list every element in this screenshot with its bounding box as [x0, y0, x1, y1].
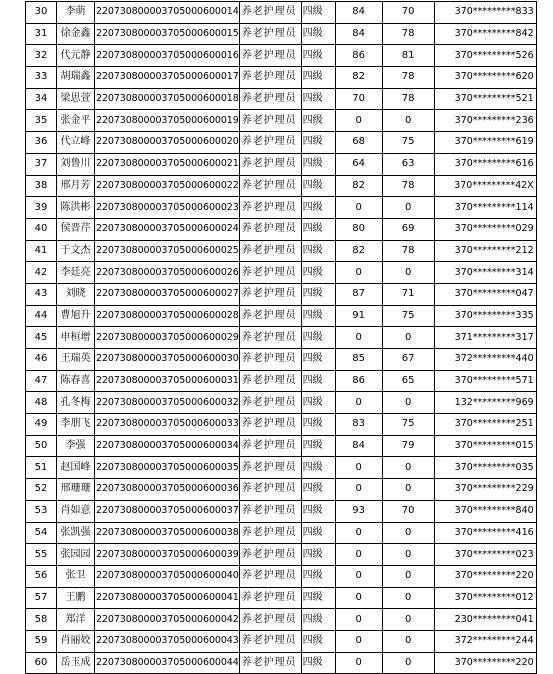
name-cell: 赵国峰: [57, 457, 95, 479]
score-2-cell: 0: [382, 652, 434, 674]
cert-number-cell: 220730800003705000600040: [95, 565, 240, 587]
row-number-cell: 56: [26, 565, 57, 587]
cert-number-cell: 220730800003705000600036: [95, 479, 240, 501]
score-2-cell: 0: [382, 544, 434, 566]
score-1-cell: 0: [335, 522, 382, 544]
table-row: [26, 2, 537, 24]
level-cell: 四级: [301, 630, 335, 652]
score-2-cell: 78: [382, 88, 434, 110]
table-row: [26, 544, 537, 566]
row-number-cell: 42: [26, 262, 57, 284]
id-card-cell: 370*********620: [434, 67, 536, 89]
table-row: [26, 88, 537, 110]
level-cell: 四级: [301, 262, 335, 284]
cert-number-cell: 220730800003705000600038: [95, 522, 240, 544]
id-card-cell: 370*********571: [434, 370, 536, 392]
cert-number-cell: 220730800003705000600027: [95, 283, 240, 305]
level-cell: 四级: [301, 305, 335, 327]
cert-number-cell: 220730800003705000600023: [95, 197, 240, 219]
id-card-cell: 370*********236: [434, 110, 536, 132]
table-row: [26, 609, 537, 631]
id-card-cell: 370*********023: [434, 544, 536, 566]
cert-number-cell: 220730800003705000600032: [95, 392, 240, 414]
id-card-cell: 370*********035: [434, 457, 536, 479]
row-number-cell: 55: [26, 544, 57, 566]
score-1-cell: 0: [335, 479, 382, 501]
score-2-cell: 0: [382, 565, 434, 587]
score-2-cell: 0: [382, 110, 434, 132]
score-1-cell: 0: [335, 565, 382, 587]
table-row: [26, 110, 537, 132]
score-1-cell: 84: [335, 435, 382, 457]
row-number-cell: 30: [26, 2, 57, 24]
score-1-cell: 0: [335, 262, 382, 284]
occupation-cell: 养老护理员: [239, 175, 301, 197]
score-2-cell: 78: [382, 67, 434, 89]
name-cell: 孔冬梅: [57, 392, 95, 414]
level-cell: 四级: [301, 457, 335, 479]
name-cell: 郑洋: [57, 609, 95, 631]
id-card-cell: 370*********114: [434, 197, 536, 219]
level-cell: 四级: [301, 132, 335, 154]
score-2-cell: 0: [382, 522, 434, 544]
name-cell: 李强: [57, 435, 95, 457]
row-number-cell: 39: [26, 197, 57, 219]
score-1-cell: 0: [335, 544, 382, 566]
row-number-cell: 43: [26, 283, 57, 305]
id-card-cell: 370*********416: [434, 522, 536, 544]
score-2-cell: 69: [382, 218, 434, 240]
table-row: [26, 522, 537, 544]
table-row: [26, 500, 537, 522]
cert-number-cell: 220730800003705000600026: [95, 262, 240, 284]
name-cell: 刘晓: [57, 283, 95, 305]
score-2-cell: 0: [382, 630, 434, 652]
score-2-cell: 79: [382, 435, 434, 457]
table-row: [26, 565, 537, 587]
name-cell: 肖如意: [57, 500, 95, 522]
row-number-cell: 49: [26, 414, 57, 436]
score-2-cell: 75: [382, 414, 434, 436]
occupation-cell: 养老护理员: [239, 67, 301, 89]
score-2-cell: 0: [382, 262, 434, 284]
level-cell: 四级: [301, 435, 335, 457]
occupation-cell: 养老护理员: [239, 88, 301, 110]
row-number-cell: 40: [26, 218, 57, 240]
id-card-cell: 370*********42X: [434, 175, 536, 197]
table-row: [26, 630, 537, 652]
id-card-cell: 370*********335: [434, 305, 536, 327]
occupation-cell: 养老护理员: [239, 652, 301, 674]
id-card-cell: 370*********029: [434, 218, 536, 240]
table-row: [26, 370, 537, 392]
occupation-cell: 养老护理员: [239, 370, 301, 392]
level-cell: 四级: [301, 414, 335, 436]
cert-number-cell: 220730800003705000600016: [95, 45, 240, 67]
score-1-cell: 0: [335, 392, 382, 414]
cert-number-cell: 220730800003705000600024: [95, 218, 240, 240]
cert-number-cell: 220730800003705000600017: [95, 67, 240, 89]
score-1-cell: 83: [335, 414, 382, 436]
cert-number-cell: 220730800003705000600022: [95, 175, 240, 197]
occupation-cell: 养老护理员: [239, 110, 301, 132]
occupation-cell: 养老护理员: [239, 197, 301, 219]
id-card-cell: 370*********015: [434, 435, 536, 457]
occupation-cell: 养老护理员: [239, 587, 301, 609]
table-row: [26, 197, 537, 219]
score-1-cell: 68: [335, 132, 382, 154]
occupation-cell: 养老护理员: [239, 240, 301, 262]
score-1-cell: 82: [335, 240, 382, 262]
cert-number-cell: 220730800003705000600042: [95, 609, 240, 631]
table-row: [26, 218, 537, 240]
row-number-cell: 36: [26, 132, 57, 154]
table-row: [26, 153, 537, 175]
level-cell: 四级: [301, 652, 335, 674]
table-row: [26, 262, 537, 284]
score-1-cell: 64: [335, 153, 382, 175]
score-1-cell: 87: [335, 283, 382, 305]
name-cell: 李朋飞: [57, 414, 95, 436]
name-cell: 肖丽姣: [57, 630, 95, 652]
id-card-cell: 370*********616: [434, 153, 536, 175]
cert-number-cell: 220730800003705000600035: [95, 457, 240, 479]
level-cell: 四级: [301, 67, 335, 89]
row-number-cell: 54: [26, 522, 57, 544]
score-1-cell: 93: [335, 500, 382, 522]
occupation-cell: 养老护理员: [239, 349, 301, 371]
id-card-cell: 370*********220: [434, 565, 536, 587]
level-cell: 四级: [301, 500, 335, 522]
name-cell: 岳玉成: [57, 652, 95, 674]
level-cell: 四级: [301, 544, 335, 566]
table-row: [26, 587, 537, 609]
table-row: [26, 479, 537, 501]
table-row: [26, 23, 537, 45]
score-2-cell: 0: [382, 457, 434, 479]
row-number-cell: 33: [26, 67, 57, 89]
table-row: [26, 67, 537, 89]
score-2-cell: 67: [382, 349, 434, 371]
level-cell: 四级: [301, 175, 335, 197]
table-row: [26, 435, 537, 457]
cert-number-cell: 220730800003705000600030: [95, 349, 240, 371]
score-1-cell: 0: [335, 110, 382, 132]
level-cell: 四级: [301, 153, 335, 175]
table-row: [26, 349, 537, 371]
row-number-cell: 50: [26, 435, 57, 457]
level-cell: 四级: [301, 283, 335, 305]
cert-number-cell: 220730800003705000600041: [95, 587, 240, 609]
cert-number-cell: 220730800003705000600044: [95, 652, 240, 674]
occupation-cell: 养老护理员: [239, 23, 301, 45]
score-1-cell: 86: [335, 370, 382, 392]
name-cell: 侯晋芹: [57, 218, 95, 240]
name-cell: 张凯强: [57, 522, 95, 544]
row-number-cell: 46: [26, 349, 57, 371]
cert-number-cell: 220730800003705000600019: [95, 110, 240, 132]
cert-number-cell: 220730800003705000600033: [95, 414, 240, 436]
id-card-cell: 370*********012: [434, 587, 536, 609]
cert-number-cell: 220730800003705000600031: [95, 370, 240, 392]
level-cell: 四级: [301, 609, 335, 631]
row-number-cell: 44: [26, 305, 57, 327]
name-cell: 于文杰: [57, 240, 95, 262]
score-2-cell: 63: [382, 153, 434, 175]
score-1-cell: 82: [335, 67, 382, 89]
occupation-cell: 养老护理员: [239, 153, 301, 175]
occupation-cell: 养老护理员: [239, 479, 301, 501]
row-number-cell: 59: [26, 630, 57, 652]
name-cell: 张卫: [57, 565, 95, 587]
name-cell: 梁思萱: [57, 88, 95, 110]
score-2-cell: 65: [382, 370, 434, 392]
name-cell: 陈洪彬: [57, 197, 95, 219]
row-number-cell: 47: [26, 370, 57, 392]
id-card-cell: 370*********212: [434, 240, 536, 262]
occupation-cell: 养老护理员: [239, 132, 301, 154]
cert-number-cell: 220730800003705000600018: [95, 88, 240, 110]
occupation-cell: 养老护理员: [239, 500, 301, 522]
occupation-cell: 养老护理员: [239, 522, 301, 544]
occupation-cell: 养老护理员: [239, 457, 301, 479]
score-2-cell: 75: [382, 132, 434, 154]
id-card-cell: 370*********619: [434, 132, 536, 154]
table-row: [26, 45, 537, 67]
id-card-cell: 132*********969: [434, 392, 536, 414]
row-number-cell: 38: [26, 175, 57, 197]
name-cell: 王瑞英: [57, 349, 95, 371]
score-2-cell: 78: [382, 23, 434, 45]
score-2-cell: 81: [382, 45, 434, 67]
table-row: [26, 457, 537, 479]
row-number-cell: 31: [26, 23, 57, 45]
cert-number-cell: 220730800003705000600025: [95, 240, 240, 262]
occupation-cell: 养老护理员: [239, 414, 301, 436]
occupation-cell: 养老护理员: [239, 435, 301, 457]
score-1-cell: 84: [335, 23, 382, 45]
id-card-cell: 370*********842: [434, 23, 536, 45]
name-cell: 申桓增: [57, 327, 95, 349]
level-cell: 四级: [301, 218, 335, 240]
id-card-cell: 371*********317: [434, 327, 536, 349]
cert-number-cell: 220730800003705000600014: [95, 2, 240, 24]
score-table: [25, 1, 537, 674]
level-cell: 四级: [301, 240, 335, 262]
id-card-cell: 370*********251: [434, 414, 536, 436]
score-1-cell: 0: [335, 609, 382, 631]
name-cell: 李萌: [57, 2, 95, 24]
name-cell: 邢月芳: [57, 175, 95, 197]
level-cell: 四级: [301, 479, 335, 501]
name-cell: 曹旭升: [57, 305, 95, 327]
level-cell: 四级: [301, 197, 335, 219]
cert-number-cell: 220730800003705000600043: [95, 630, 240, 652]
table-body: [26, 2, 537, 674]
cert-number-cell: 220730800003705000600015: [95, 23, 240, 45]
table-row: [26, 175, 537, 197]
name-cell: 刘鲁川: [57, 153, 95, 175]
name-cell: 徐金鑫: [57, 23, 95, 45]
table-row: [26, 132, 537, 154]
id-card-cell: 370*********314: [434, 262, 536, 284]
name-cell: 张金平: [57, 110, 95, 132]
level-cell: 四级: [301, 88, 335, 110]
table-row: [26, 414, 537, 436]
level-cell: 四级: [301, 23, 335, 45]
id-card-cell: 370*********220: [434, 652, 536, 674]
cert-number-cell: 220730800003705000600034: [95, 435, 240, 457]
row-number-cell: 60: [26, 652, 57, 674]
row-number-cell: 53: [26, 500, 57, 522]
row-number-cell: 57: [26, 587, 57, 609]
table-row: [26, 240, 537, 262]
row-number-cell: 35: [26, 110, 57, 132]
id-card-cell: 370*********840: [434, 500, 536, 522]
row-number-cell: 41: [26, 240, 57, 262]
table-row: [26, 392, 537, 414]
name-cell: 陈春喜: [57, 370, 95, 392]
occupation-cell: 养老护理员: [239, 565, 301, 587]
cert-number-cell: 220730800003705000600028: [95, 305, 240, 327]
row-number-cell: 51: [26, 457, 57, 479]
score-2-cell: 0: [382, 392, 434, 414]
score-1-cell: 0: [335, 197, 382, 219]
row-number-cell: 45: [26, 327, 57, 349]
score-1-cell: 86: [335, 45, 382, 67]
name-cell: 张园园: [57, 544, 95, 566]
id-card-cell: 372*********244: [434, 630, 536, 652]
score-1-cell: 91: [335, 305, 382, 327]
occupation-cell: 养老护理员: [239, 630, 301, 652]
occupation-cell: 养老护理员: [239, 544, 301, 566]
row-number-cell: 52: [26, 479, 57, 501]
table-row: [26, 327, 537, 349]
occupation-cell: 养老护理员: [239, 392, 301, 414]
occupation-cell: 养老护理员: [239, 609, 301, 631]
score-2-cell: 0: [382, 609, 434, 631]
id-card-cell: 370*********047: [434, 283, 536, 305]
score-1-cell: 82: [335, 175, 382, 197]
name-cell: 李廷亮: [57, 262, 95, 284]
level-cell: 四级: [301, 587, 335, 609]
occupation-cell: 养老护理员: [239, 305, 301, 327]
table-row: [26, 283, 537, 305]
score-2-cell: 0: [382, 479, 434, 501]
score-2-cell: 70: [382, 2, 434, 24]
score-2-cell: 0: [382, 197, 434, 219]
level-cell: 四级: [301, 349, 335, 371]
score-2-cell: 70: [382, 500, 434, 522]
id-card-cell: 370*********833: [434, 2, 536, 24]
name-cell: 代元静: [57, 45, 95, 67]
score-2-cell: 78: [382, 175, 434, 197]
table-row: [26, 305, 537, 327]
occupation-cell: 养老护理员: [239, 45, 301, 67]
name-cell: 胡瑞鑫: [57, 67, 95, 89]
level-cell: 四级: [301, 327, 335, 349]
score-1-cell: 0: [335, 652, 382, 674]
occupation-cell: 养老护理员: [239, 262, 301, 284]
row-number-cell: 34: [26, 88, 57, 110]
score-1-cell: 70: [335, 88, 382, 110]
score-1-cell: 0: [335, 630, 382, 652]
score-1-cell: 80: [335, 218, 382, 240]
id-card-cell: 370*********229: [434, 479, 536, 501]
level-cell: 四级: [301, 522, 335, 544]
id-card-cell: 372*********440: [434, 349, 536, 371]
cert-number-cell: 220730800003705000600039: [95, 544, 240, 566]
level-cell: 四级: [301, 370, 335, 392]
score-1-cell: 0: [335, 327, 382, 349]
row-number-cell: 32: [26, 45, 57, 67]
occupation-cell: 养老护理员: [239, 218, 301, 240]
level-cell: 四级: [301, 392, 335, 414]
score-1-cell: 84: [335, 2, 382, 24]
row-number-cell: 58: [26, 609, 57, 631]
name-cell: 邢珊珊: [57, 479, 95, 501]
row-number-cell: 37: [26, 153, 57, 175]
score-1-cell: 0: [335, 587, 382, 609]
cert-number-cell: 220730800003705000600021: [95, 153, 240, 175]
row-number-cell: 48: [26, 392, 57, 414]
score-1-cell: 0: [335, 457, 382, 479]
level-cell: 四级: [301, 2, 335, 24]
id-card-cell: 370*********521: [434, 88, 536, 110]
score-2-cell: 71: [382, 283, 434, 305]
id-card-cell: 370*********526: [434, 45, 536, 67]
occupation-cell: 养老护理员: [239, 283, 301, 305]
score-2-cell: 78: [382, 240, 434, 262]
score-1-cell: 85: [335, 349, 382, 371]
level-cell: 四级: [301, 110, 335, 132]
level-cell: 四级: [301, 565, 335, 587]
id-card-cell: 230*********041: [434, 609, 536, 631]
level-cell: 四级: [301, 45, 335, 67]
table-row: [26, 652, 537, 674]
name-cell: 王鹏: [57, 587, 95, 609]
score-2-cell: 0: [382, 587, 434, 609]
name-cell: 代立峰: [57, 132, 95, 154]
cert-number-cell: 220730800003705000600037: [95, 500, 240, 522]
score-2-cell: 75: [382, 305, 434, 327]
score-2-cell: 0: [382, 327, 434, 349]
cert-number-cell: 220730800003705000600029: [95, 327, 240, 349]
cert-number-cell: 220730800003705000600020: [95, 132, 240, 154]
occupation-cell: 养老护理员: [239, 2, 301, 24]
occupation-cell: 养老护理员: [239, 327, 301, 349]
